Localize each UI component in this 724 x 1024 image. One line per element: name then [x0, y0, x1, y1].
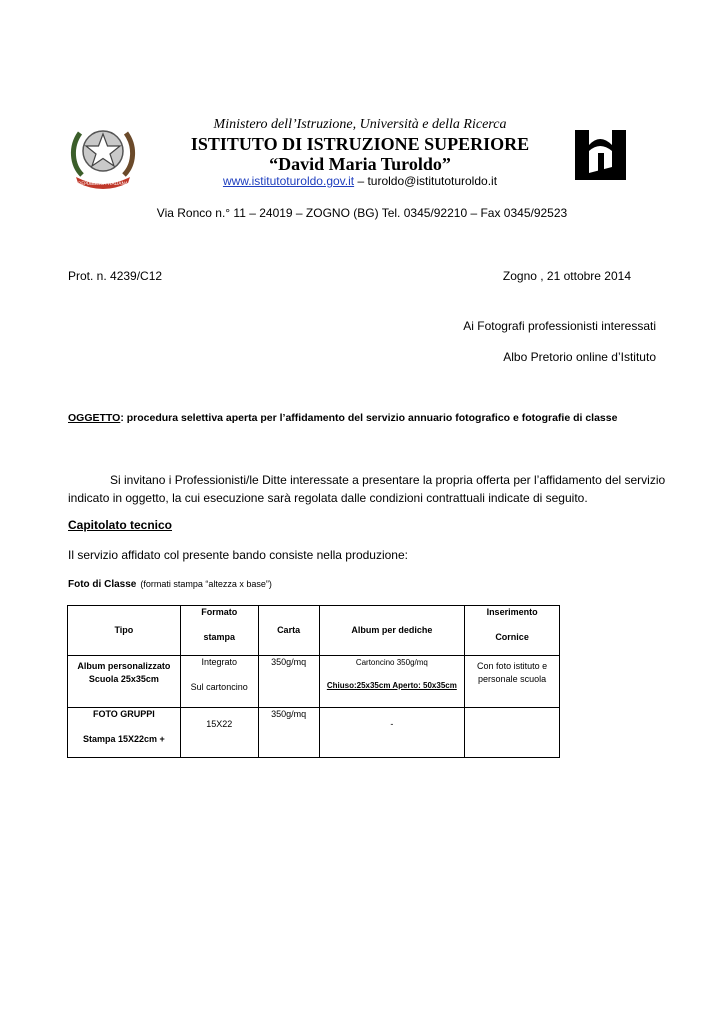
header-inserimento-line: Inserimento — [486, 607, 538, 617]
cell-line: Sul cartoncino — [190, 682, 248, 692]
email-text: turoldo@istitutoturoldo.it — [367, 174, 498, 188]
header-tipo: Tipo — [68, 606, 181, 656]
table-header-row — [68, 606, 560, 656]
website-link[interactable]: www.istitutoturoldo.gov.it — [222, 174, 355, 188]
service-line: Il servizio affidato col presente bando consiste nella produzione: — [68, 548, 408, 562]
republic-emblem-icon — [68, 117, 138, 191]
header-inserimento — [465, 606, 560, 656]
table-row — [68, 656, 560, 708]
cell-line: Integrato — [201, 657, 237, 667]
specs-table — [67, 605, 560, 758]
subject-line — [68, 411, 688, 425]
cell-inserimento — [465, 656, 560, 708]
header-album: Album per dediche — [319, 606, 465, 656]
institute-logo-icon — [572, 127, 628, 183]
table-row — [68, 708, 560, 758]
cell-carta: 350g/mq — [258, 656, 319, 708]
intro-paragraph: Si invitano i Professionisti/le Ditte interessate a presentare la propria offerta per l’affidamento del servizio indicato in oggetto, la cui esecuzione sarà regolata dalle condizioni contrattuali indicate di seguito. — [68, 473, 666, 505]
subject-text: : procedura selettiva aperta per l’affidamento del servizio annuario fotografico e fotografie di classe — [120, 412, 618, 424]
ministry-name: Ministero dell’Istruzione, Università e della Ricerca — [213, 117, 507, 132]
cell-line: Chiuso:25x35cm Aperto: 50x35cm — [326, 681, 457, 690]
foto-classe-title — [68, 577, 272, 592]
foto-classe-label: Foto di Classe — [68, 579, 137, 590]
letter-date: Zogno , 21 ottobre 2014 — [502, 269, 631, 283]
cell-inserimento — [465, 708, 560, 758]
cell-line: Album personalizzato — [77, 661, 171, 671]
school-name: “David Maria Turoldo” — [269, 154, 451, 174]
cell-line: Scuola 25x35cm — [88, 674, 159, 684]
cell-tipo — [68, 656, 181, 708]
header-inserimento-line: Cornice — [495, 632, 529, 642]
cell-line: Con foto istituto e — [477, 661, 548, 671]
emblem-ribbon-text: REPUBBLICA ITALIANA — [78, 182, 128, 187]
recipient-line: Ai Fotografi professionisti interessati — [463, 319, 656, 333]
institute-name: ISTITUTO DI ISTRUZIONE SUPERIORE — [190, 134, 530, 154]
header-formato-line: Formato — [201, 607, 238, 617]
cell-tipo — [68, 708, 181, 758]
foto-classe-subtitle: (formati stampa “altezza x base”) — [140, 579, 272, 589]
header-carta: Carta — [258, 606, 319, 656]
cell-line: FOTO GRUPPI — [92, 709, 155, 719]
cell-line: personale scuola — [478, 674, 547, 684]
cell-formato: 15X22 — [180, 708, 258, 758]
header-formato-line: stampa — [203, 632, 235, 642]
recipient-line: Albo Pretorio online d’Istituto — [503, 350, 656, 364]
cell-carta: 350g/mq — [258, 708, 319, 758]
school-address: Via Ronco n.° 11 – 24019 – ZOGNO (BG) Tel. 0345/92210 – Fax 0345/92523 — [156, 206, 568, 220]
cell-album — [319, 656, 465, 708]
header-formato — [180, 606, 258, 656]
section-title: Capitolato tecnico — [68, 518, 173, 532]
cell-album: - — [319, 708, 465, 758]
cell-formato — [180, 656, 258, 708]
cell-line: Stampa 15X22cm + — [82, 734, 165, 744]
protocol-number: Prot. n. 4239/C12 — [68, 269, 163, 283]
contacts-separator: – — [354, 174, 368, 188]
cell-line: Cartoncino 350g/mq — [355, 658, 428, 667]
contacts-line — [150, 173, 570, 189]
subject-label: OGGETTO — [68, 412, 121, 424]
